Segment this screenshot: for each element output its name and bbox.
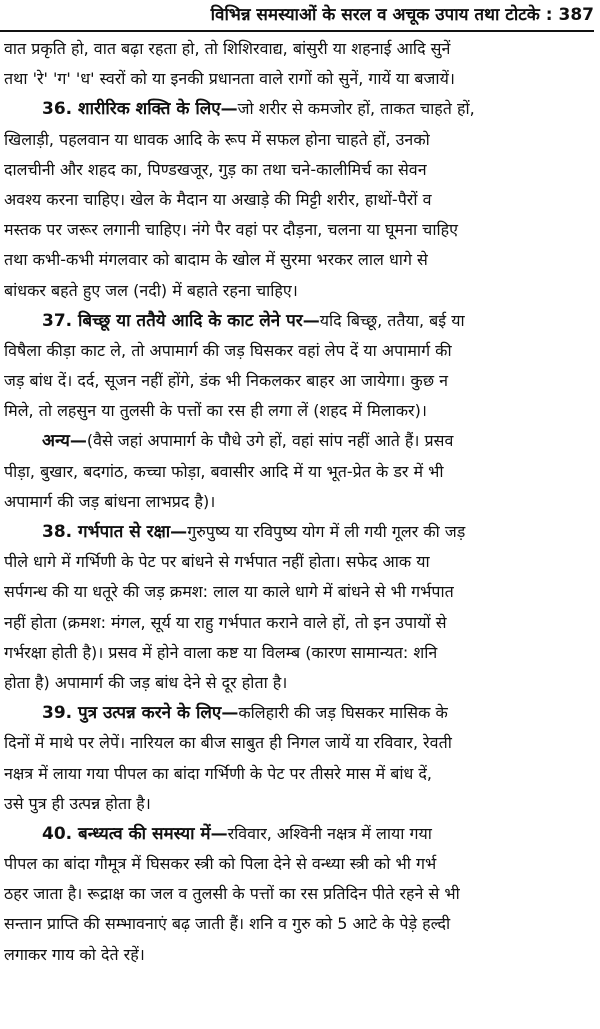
section-text: यदि बिच्छू, ततैया, बई या [319,310,465,330]
text-line: विषैला कीड़ा काट ले, तो अपामार्ग की जड़ घिसकर वहां लेप दें या अपामार्ग की [4,340,452,360]
text-line: सन्तान प्राप्ति की सम्भावनाएं बढ़ जाती हैं। शनि व गुरु को 5 आटे के पेड़े हल्दी [4,914,451,934]
section-start-line [4,306,594,336]
section-start-line [4,426,594,456]
text-line: होता है) अपामार्ग की जड़ बांध देने से दूर होता है। [4,672,288,692]
section-start-line [4,517,594,547]
text-line: जड़ बांध दें। दर्द, सूजन नहीं होंगे, डंक भी निकलकर बाहर आ जायेगा। कुछ न [4,371,449,391]
section-heading: 36. शारीरिक शक्ति के लिए— [42,99,238,120]
section-start-line [4,94,594,124]
text-line: तथा कभी-कभी मंगलवार को बादाम के खोल में सुरमा भरकर लाल धागे से [4,250,428,270]
text-line: उसे पुत्र ही उत्पन्न होता है। [4,793,151,813]
section-heading: 39. पुत्र उत्पन्न करने के लिए— [42,703,239,724]
text-line: दालचीनी और शहद का, पिण्डखजूर, गुड़ का तथा चने-कालीमिर्च का सेवन [4,159,427,179]
text-line: नक्षत्र में लाया गया पीपल का बांदा गर्भिणी के पेट पर तीसरे मास में बांध दें, [4,763,433,783]
text-line: पीड़ा, बुखार, बदगांठ, कच्चा फोड़ा, बवासीर आदि में या भूत-प्रेत के डर में भी [4,461,444,481]
section-start-line [4,819,594,849]
text-line: गर्भरक्षा होती है)। प्रसव में होने वाला कष्ट या विलम्ब (कारण सामान्यत: शनि [4,642,438,662]
section-heading: अन्य— [42,431,87,452]
section-text: जो शरीर से कमजोर हों, ताकत चाहते हों, [237,99,475,119]
text-line: बांधकर बहते हुए जल (नदी) में बहाते रहना चाहिए। [4,280,298,300]
section-text: (वैसे जहां अपामार्ग के पौधे उगे हों, वहां सांप नहीं आते हैं। प्रसव [86,431,454,451]
text-line: पीपल का बांदा गौमूत्र में घिसकर स्त्री को पिला देने से वन्ध्या स्त्री को भी गर्भ [4,854,437,874]
text-line: दिनों में माथे पर लेपें। नारियल का बीज साबुत ही निगल जायें या रविवार, रेवती [4,733,452,753]
text-line: ठहर जाता है। रूद्राक्ष का जल व तुलसी के पत्तों का रस प्रतिदिन पीते रहने से भी [4,884,460,904]
section-start-line [4,698,594,728]
text-line: पीले धागे में गर्भिणी के पेट पर बांधने से गर्भपात नहीं होता। सफेद आक या [4,552,430,572]
text-line: मिले, तो लहसुन या तुलसी के पत्तों का रस ही लगा लें (शहद में मिलाकर)। [4,401,427,421]
text-line: मस्तक पर जरूर लगानी चाहिए। नंगे पैर वहां पर दौड़ना, चलना या घूमना चाहिए [4,220,458,240]
text-line: सर्पगन्ध की या धतूरे की जड़ क्रमश: लाल या काले धागे में बांधने से भी गर्भपात [4,582,454,602]
text-line: नहीं होता (क्रमश: मंगल, सूर्य या राहु गर्भपात कराने वाले हों, तो इन उपायों से [4,612,447,632]
text-line: लगाकर गाय को देते रहें। [4,944,145,964]
page-body [4,34,594,970]
text-line: तथा 'रे' 'ग' 'ध' स्वरों को या इनकी प्रधानता वाले रागों को सुनें, गायें या बजायें। [4,69,455,89]
section-heading: 37. बिच्छू या ततैये आदि के काट लेने पर— [42,310,320,331]
text-line: अपामार्ग की जड़ बांधना लाभप्रद है)। [4,491,216,511]
section-heading: 38. गर्भपात से रक्षा— [42,522,188,542]
page-header: विभिन्न समस्याओं के सरल व अचूक उपाय तथा टोटके : 387 [0,0,594,32]
text-line: वात प्रकृति हो, वात बढ़ा रहता हो, तो शिशिरवाद्य, बांसुरी या शहनाई आदि सुनें [4,39,451,58]
section-text: रविवार, अश्विनी नक्षत्र में लाया गया [227,823,432,843]
text-line: अवश्य करना चाहिए। खेल के मैदान या अखाड़े की मिट्टी शरीर, हाथों-पैरों व [4,189,432,209]
section-text: कलिहारी की जड़ घिसकर मासिक के [238,703,448,723]
text-line: खिलाड़ी, पहलवान या धावक आदि के रूप में सफल होना चाहते हों, उनको [4,129,430,149]
section-text: गुरुपुष्य या रविपुष्य योग में ली गयी गूलर की जड़ [187,522,466,541]
section-heading: 40. बन्ध्यत्व की समस्या में— [42,823,228,844]
